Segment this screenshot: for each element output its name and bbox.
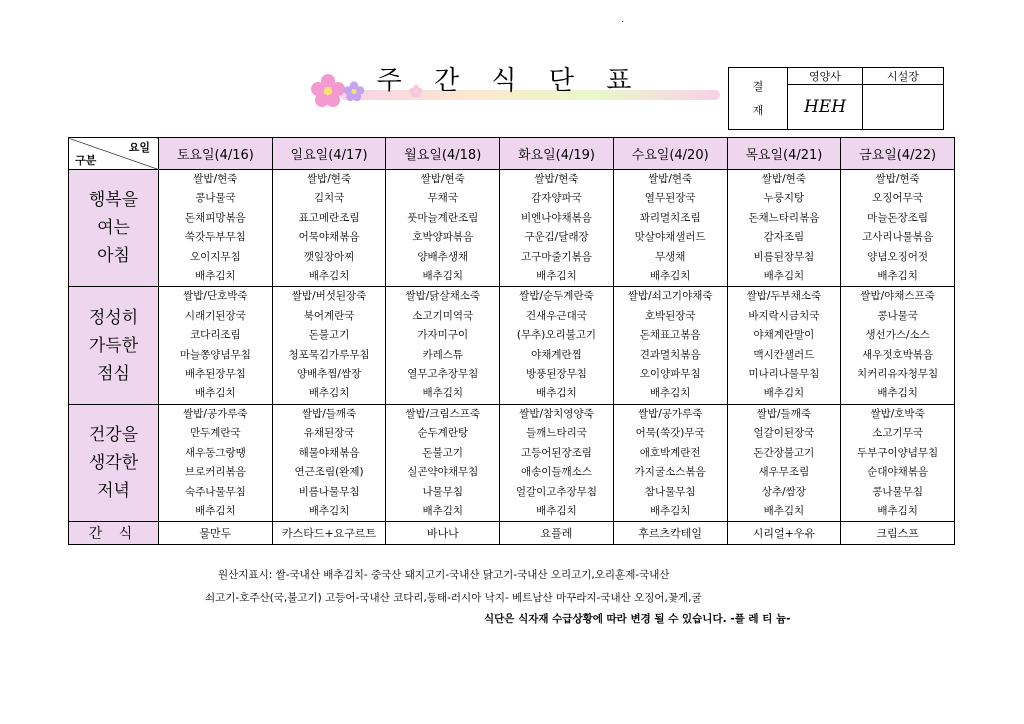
origin-line-1: 원산지표시: 쌀-국내산 배추김치- 중국산 돼지고기-국내산 닭고기-국내산 오리고기,오리훈제-국내산 bbox=[218, 569, 670, 581]
menu-item: 배추김치 bbox=[195, 270, 236, 283]
corner-header bbox=[69, 138, 159, 170]
menu-item: 어묵(쑥갓)무국 bbox=[635, 427, 705, 440]
menu-item: 양배추생채 bbox=[417, 250, 469, 263]
menu-item: 참나물무침 bbox=[644, 485, 696, 498]
menu-item: 쌀밥/야채스프죽 bbox=[860, 290, 935, 303]
menu-item: 방풍된장무침 bbox=[526, 368, 587, 381]
menu-cell bbox=[841, 170, 955, 287]
menu-item: 배추된장무침 bbox=[184, 368, 246, 381]
snack-cell: 요플레 bbox=[500, 522, 614, 545]
menu-item: 새우동그랑땡 bbox=[184, 446, 246, 459]
menu-item: 쌀밥/두부채소죽 bbox=[746, 290, 822, 303]
menu-item: 배추김치 bbox=[195, 387, 236, 400]
origin-line-2: 쇠고기-호주산(국,불고기) 고등어-국내산 코다리,동태-러시아 낙지- 베트남산 마꾸라지-국내산 오징어,꽃게,굴 bbox=[205, 592, 702, 604]
menu-item: 양배추찜/쌈장 bbox=[296, 368, 362, 381]
menu-item: 쌀밥/현죽 bbox=[875, 173, 920, 185]
menu-cell bbox=[727, 287, 841, 404]
menu-item: 견과멸치볶음 bbox=[639, 348, 701, 361]
menu-item: 양념오징어젓 bbox=[867, 250, 929, 263]
menu-item: 고사리나물볶음 bbox=[862, 231, 934, 244]
menu-item: 연근조림(완제) bbox=[294, 466, 364, 479]
menu-item: 애호박계란전 bbox=[639, 446, 701, 459]
meal-row bbox=[69, 287, 955, 404]
page-title: 주 간 식 단 표 bbox=[376, 66, 644, 96]
snack-cell: 시리얼+우유 bbox=[727, 522, 841, 545]
meal-label bbox=[69, 170, 159, 287]
page-dot: . bbox=[621, 14, 625, 25]
menu-item: 얼갈이고추장무침 bbox=[515, 485, 598, 498]
menu-item: 야채계란말이 bbox=[753, 329, 815, 342]
menu-item: 열무고추장무침 bbox=[407, 368, 479, 381]
menu-item: 어묵야채볶음 bbox=[298, 231, 360, 244]
menu-item: 카레스튜 bbox=[422, 348, 464, 361]
meal-label-line: 정성히 bbox=[88, 307, 139, 328]
menu-cell bbox=[613, 287, 727, 404]
director-signature bbox=[863, 85, 944, 130]
meal-label bbox=[69, 404, 159, 521]
menu-item: 실곤약야채무침 bbox=[407, 466, 479, 479]
menu-item: 브로커리볶음 bbox=[184, 466, 246, 479]
header-category-label: 구분 bbox=[75, 154, 97, 167]
menu-item: 배추김치 bbox=[649, 504, 691, 517]
menu-item: 열무된장국 bbox=[644, 192, 696, 205]
meal-row bbox=[69, 404, 955, 521]
day-header-row bbox=[69, 138, 955, 170]
menu-item: 생선가스/소스 bbox=[865, 329, 930, 342]
menu-item: 쌀밥/순두계란죽 bbox=[519, 290, 594, 303]
menu-item: 쌀밥/공가루죽 bbox=[183, 407, 248, 420]
menu-item: 오이지무침 bbox=[189, 250, 241, 263]
menu-item: 얼갈이된장국 bbox=[753, 427, 815, 440]
menu-cell bbox=[386, 170, 500, 287]
menu-item: 들깨느타리국 bbox=[526, 427, 587, 440]
menu-item: 배추김치 bbox=[536, 504, 577, 517]
menu-item: 배추김치 bbox=[877, 270, 918, 283]
menu-item: 쌀밥/현죽 bbox=[306, 173, 352, 185]
day-header: 화요일(4/19) bbox=[500, 138, 614, 170]
meal-label-line: 저녁 bbox=[97, 481, 130, 502]
menu-item: 고등어된장조림 bbox=[520, 446, 592, 459]
menu-item: 쌀밥/크림스프죽 bbox=[405, 407, 481, 420]
snack-cell: 물만두 bbox=[159, 522, 273, 545]
approval-header-dietitian: 영양사 bbox=[788, 68, 863, 85]
menu-item: 깻잎장아찌 bbox=[303, 250, 355, 263]
menu-item: 호박양파볶음 bbox=[412, 231, 474, 244]
menu-item: 감자조림 bbox=[763, 231, 805, 244]
menu-item: 쌀밥/공가루죽 bbox=[637, 407, 703, 420]
menu-item: 배추김치 bbox=[877, 387, 918, 400]
menu-item: 배추김치 bbox=[649, 270, 691, 283]
menu-item: 건새우근대국 bbox=[526, 309, 587, 322]
menu-item: 배추김치 bbox=[763, 504, 805, 517]
menu-cell bbox=[613, 404, 727, 521]
menu-cell bbox=[500, 404, 614, 521]
approval-header-director: 시설장 bbox=[863, 68, 944, 85]
menu-item: 꽈리멸치조림 bbox=[639, 211, 701, 224]
menu-item: 쌀밥/현죽 bbox=[648, 173, 693, 185]
snack-row bbox=[69, 522, 955, 545]
menu-cell bbox=[272, 287, 386, 404]
snack-label: 간 식 bbox=[69, 522, 159, 545]
menu-item: 비엔나야채볶음 bbox=[520, 211, 592, 224]
menu-item: 배추김치 bbox=[422, 270, 464, 283]
menu-item: 순두계란탕 bbox=[417, 427, 469, 440]
title-banner bbox=[300, 58, 720, 110]
approval-label-bottom: 재 bbox=[752, 103, 764, 117]
menu-item: 마늘쫑양념무침 bbox=[179, 348, 251, 361]
meal-label-line: 여는 bbox=[97, 218, 130, 239]
menu-cell bbox=[727, 404, 841, 521]
menu-item: 배추김치 bbox=[763, 387, 805, 400]
menu-item: 나물무침 bbox=[422, 485, 464, 498]
menu-item: 돈채표고볶음 bbox=[639, 329, 701, 342]
menu-item: 표고메란조림 bbox=[298, 211, 360, 224]
menu-item: 쌀밥/호박죽 bbox=[870, 407, 925, 420]
menu-item: 누룽지탕 bbox=[763, 192, 805, 205]
meal-label-line: 점심 bbox=[97, 363, 130, 384]
snack-cell: 후르츠칵테일 bbox=[613, 522, 727, 545]
menu-item: 구운김/달래장 bbox=[524, 231, 589, 244]
menu-item: 오징어무국 bbox=[872, 192, 923, 205]
menu-item: 풋마늘계란조림 bbox=[407, 211, 479, 224]
menu-cell bbox=[613, 170, 727, 287]
menu-item: 쌀밥/들깨죽 bbox=[756, 407, 811, 420]
menu-cell bbox=[727, 170, 841, 287]
menu-item: 해물야채볶음 bbox=[298, 446, 360, 459]
menu-item: 맛살야채샐러드 bbox=[634, 231, 706, 244]
menu-item: 가지굴소스볶음 bbox=[634, 466, 706, 479]
menu-item: 배추김치 bbox=[308, 504, 350, 517]
menu-item: 두부구이양념무침 bbox=[857, 446, 939, 459]
menu-item: 순대야채볶음 bbox=[867, 466, 929, 479]
menu-item: 오이양파무침 bbox=[639, 368, 701, 381]
meal-label-line: 행복을 bbox=[88, 190, 139, 211]
menu-item: 만두계란국 bbox=[189, 427, 241, 440]
menu-cell bbox=[841, 404, 955, 521]
menu-item: 배추김치 bbox=[195, 504, 236, 517]
menu-item: 새우젓호박볶음 bbox=[862, 348, 934, 361]
day-header: 목요일(4/21) bbox=[727, 138, 841, 170]
day-header: 토요일(4/16) bbox=[159, 138, 273, 170]
menu-item: 가자미구이 bbox=[417, 329, 469, 342]
day-header: 금요일(4/22) bbox=[841, 138, 955, 170]
menu-item: 돈불고기 bbox=[308, 329, 350, 342]
menu-item: 맥시칸샐러드 bbox=[753, 348, 815, 361]
menu-item: 배추김치 bbox=[536, 270, 577, 283]
meal-label bbox=[69, 287, 159, 404]
menu-item: 배추김치 bbox=[649, 387, 691, 400]
menu-item: 바지락시금치국 bbox=[748, 309, 820, 322]
menu-item: 감자양파국 bbox=[531, 192, 582, 205]
menu-item: 소고기미역국 bbox=[412, 309, 474, 322]
approval-box bbox=[728, 67, 944, 130]
menu-item: 소고기무국 bbox=[872, 427, 923, 440]
meal-label-line: 아침 bbox=[97, 246, 130, 267]
menu-item: 무생채 bbox=[654, 250, 686, 263]
menu-item: 배추김치 bbox=[308, 387, 350, 400]
menu-item: 배추김치 bbox=[422, 504, 464, 517]
menu-cell bbox=[272, 170, 386, 287]
day-header: 일요일(4/17) bbox=[272, 138, 386, 170]
menu-item: 비름된장무침 bbox=[753, 250, 815, 263]
menu-item: 배추김치 bbox=[536, 387, 577, 400]
menu-item: 돈간장불고기 bbox=[753, 446, 815, 459]
menu-item: 북어계란국 bbox=[303, 309, 355, 322]
dietitian-signature: HEH bbox=[788, 85, 863, 130]
menu-item: 쌀밥/현죽 bbox=[761, 173, 806, 185]
weekly-menu-table bbox=[68, 137, 955, 545]
menu-item: 애송이들깨소스 bbox=[520, 466, 592, 479]
menu-item: 쌀밥/현죽 bbox=[534, 173, 579, 185]
approval-label-top: 결 bbox=[752, 79, 764, 93]
meal-label-line: 생각한 bbox=[88, 453, 139, 474]
menu-item: 쌀밥/들깨죽 bbox=[301, 407, 357, 420]
menu-cell bbox=[500, 170, 614, 287]
menu-item: 무채국 bbox=[427, 192, 458, 205]
day-header: 월요일(4/18) bbox=[386, 138, 500, 170]
menu-cell bbox=[159, 170, 273, 287]
menu-item: 배추김치 bbox=[877, 504, 918, 517]
menu-item: 쌀밥/닭살채소죽 bbox=[405, 290, 481, 303]
menu-item: 쌀밥/단호박죽 bbox=[183, 290, 248, 303]
meal-label-line: 가득한 bbox=[88, 335, 139, 356]
menu-item: 배추김치 bbox=[422, 387, 464, 400]
menu-item: 쌀밥/참치영양죽 bbox=[519, 407, 594, 420]
menu-cell bbox=[272, 404, 386, 521]
meal-row bbox=[69, 170, 955, 287]
menu-item: 콩나물무침 bbox=[872, 485, 923, 498]
menu-item: 쑥갓두부무침 bbox=[184, 231, 246, 244]
menu-item: 청포묵김가루무침 bbox=[288, 348, 370, 361]
menu-cell bbox=[500, 287, 614, 404]
menu-item: 새우무조림 bbox=[758, 466, 810, 479]
menu-item: 상추/쌈장 bbox=[761, 485, 806, 498]
menu-item: 쌀밥/쇠고기야채죽 bbox=[627, 290, 713, 303]
menu-item: 쌀밥/현죽 bbox=[420, 173, 465, 185]
menu-item: 마늘돈장조림 bbox=[867, 211, 929, 224]
menu-item: 비름나물무침 bbox=[298, 485, 360, 498]
menu-item: 시래기된장국 bbox=[184, 309, 246, 322]
menu-item: 숙주나물무침 bbox=[184, 485, 246, 498]
snack-cell: 카스타드+요구르트 bbox=[272, 522, 386, 545]
meal-label-line: 건강을 bbox=[88, 425, 139, 446]
menu-item: 치커리유자청무침 bbox=[857, 368, 939, 381]
notice-line: 식단은 식자재 수급상황에 따라 변경 될 수 있습니다. -플 레 티 늄- bbox=[484, 613, 791, 625]
menu-item: 콩나물국 bbox=[195, 192, 236, 205]
header-day-label: 요일 bbox=[128, 141, 150, 154]
menu-item: 쌀밥/버섯된장죽 bbox=[291, 290, 367, 303]
approval-label bbox=[729, 68, 788, 130]
menu-item: 호박된장국 bbox=[644, 309, 696, 322]
menu-cell bbox=[159, 404, 273, 521]
menu-item: 코다리조림 bbox=[189, 329, 241, 342]
menu-item: 야채계란찜 bbox=[531, 348, 582, 361]
menu-cell bbox=[386, 404, 500, 521]
menu-item: (무추)오리불고기 bbox=[516, 329, 597, 342]
menu-cell bbox=[386, 287, 500, 404]
menu-item: 돈채느타리볶음 bbox=[748, 211, 820, 224]
menu-cell bbox=[841, 287, 955, 404]
menu-item: 김치국 bbox=[313, 192, 345, 205]
menu-item: 쌀밥/현죽 bbox=[193, 173, 238, 185]
day-header: 수요일(4/20) bbox=[613, 138, 727, 170]
menu-item: 돈불고기 bbox=[422, 446, 464, 459]
menu-item: 미나리나물무침 bbox=[748, 368, 820, 381]
menu-item: 유채된장국 bbox=[303, 427, 355, 440]
snack-cell: 크림스프 bbox=[841, 522, 955, 545]
menu-item: 배추김치 bbox=[763, 270, 805, 283]
menu-cell bbox=[159, 287, 273, 404]
menu-item: 돈채피망볶음 bbox=[184, 211, 246, 224]
snack-cell: 바나나 bbox=[386, 522, 500, 545]
menu-item: 고구마줄기볶음 bbox=[520, 250, 592, 263]
menu-item: 콩나물국 bbox=[877, 309, 918, 322]
menu-item: 배추김치 bbox=[308, 270, 350, 283]
